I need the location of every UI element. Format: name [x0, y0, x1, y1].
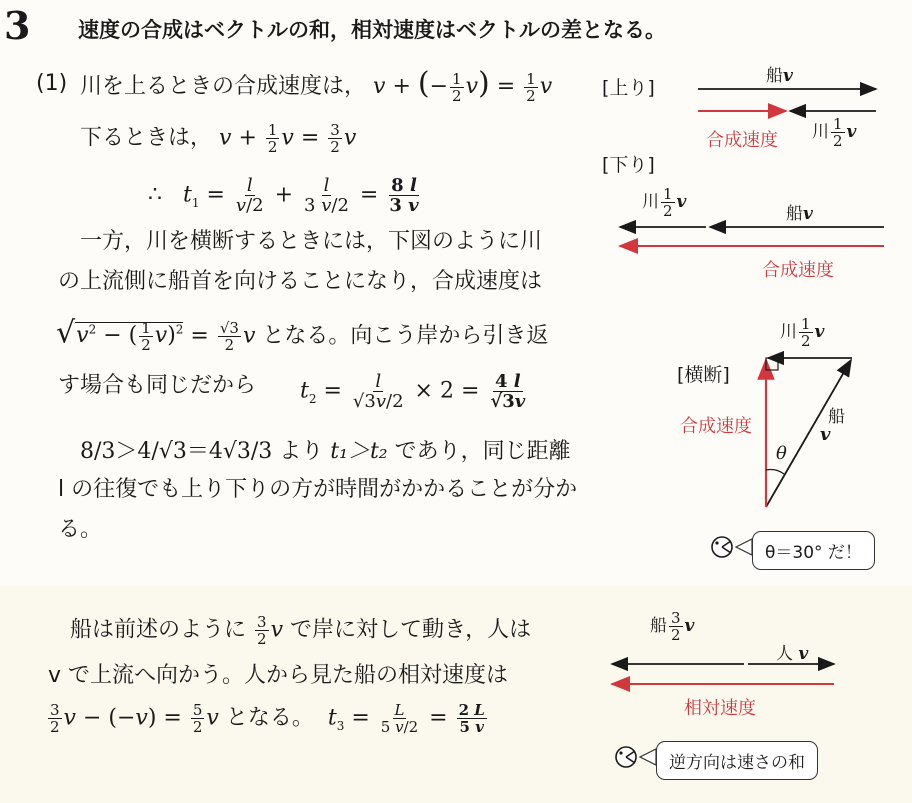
note-theta-text: θ＝30° だ！: [765, 543, 862, 563]
t1-formula: ∴ $t_1$ = $\frac{l}{v/2}$ + $\frac{l}{3 v/2}$ = $\frac{8 l}{3 v}$: [148, 175, 419, 216]
label-up: [上り]: [602, 77, 655, 99]
bubble-tail-2: [640, 749, 656, 765]
label-down: [下り]: [602, 154, 655, 176]
part2-line2: v で上流へ向かう。人から見た船の相対速度は: [48, 663, 509, 688]
bottom-boat-word: 船: [650, 616, 667, 636]
right-angle-mark: [766, 358, 778, 370]
part2-line1-a: 船は前述のように: [70, 617, 247, 643]
part2-line3: $\frac{3}{2}$ v − (−v) = $\frac{5}{2}$ v となる。 $t_3$ = $\frac{L}{5 v/2}$ = $\frac{2 L}{5 v}$: [50, 701, 485, 736]
line-down-velocity: 下るときは， v + $\frac{1}{2}$ v = $\frac{3}{2}$ v: [80, 121, 357, 156]
cross-boat-word: 船: [828, 407, 845, 427]
cross-river-label: 川 $\frac{1}{2}$ v: [780, 315, 825, 350]
line-cross-4: す場合も同じだから: [58, 373, 257, 398]
down-river-label: 川 $\frac{1}{2}$ v: [642, 185, 687, 220]
up-boat-word: 船: [766, 66, 783, 86]
cross-boat-arrow: [766, 360, 851, 507]
up-river-label: 川 $\frac{1}{2}$ v: [812, 115, 857, 150]
down-boat-label: [786, 200, 813, 228]
line-cross-3: $√v^2$ − ( $\frac{1}{2}$ v)$^2$ = $\frac{√3}{2}$ v となる。向こう岸から引き返: [56, 315, 549, 354]
line-conclusion: l の往復でも上り下りの方が時間がかかることが分か: [58, 477, 578, 502]
down-river-word: 川: [642, 192, 659, 212]
part2-line1: 船は前述のように $\frac{3}{2}$ v で岸に対して動き，人は: [70, 613, 532, 648]
down-boat-v: v: [803, 204, 813, 224]
t2-formula: $t_2$ = $\frac{l}{√3v/2}$ × 2 = $\frac{4 l}{√3v}$: [300, 371, 526, 412]
note-bubble-sum: [656, 741, 818, 780]
part2-line1-b: で岸に対して動き，人は: [290, 617, 532, 643]
cross-combined-label: 合成速度: [680, 416, 752, 437]
note-bubble-theta: [752, 531, 875, 570]
character-icon: [712, 537, 732, 557]
compare-inequality: t₁＞t₂: [330, 439, 388, 464]
compare-word: より: [279, 439, 324, 464]
line-up-velocity: 川を上るときの合成速度は， v + (− $\frac{1}{2}$ v) = $\frac{1}{2}$ v: [80, 66, 553, 105]
up-boat-label: [766, 62, 793, 90]
theta-arc: [766, 470, 784, 475]
bottom-person-label: [776, 640, 808, 668]
bubble-tail: [736, 539, 752, 555]
theta-label: θ: [776, 443, 787, 464]
down-combined-label: 合成速度: [762, 260, 834, 281]
line-conclusion-end: る。: [58, 517, 103, 542]
bottom-relative-label: 相対速度: [684, 698, 756, 719]
down-boat-word: 船: [786, 204, 803, 224]
up-combined-label: 合成速度: [706, 130, 778, 151]
heading: 速度の合成はベクトルの和，相対速度はベクトルの差となる。: [78, 18, 666, 42]
line-cross-2: の上流側に船首を向けることになり，合成速度は: [58, 269, 543, 294]
line-cross-1: 一方，川を横断するときには，下図のように川: [80, 229, 543, 254]
part-label: (1): [36, 71, 68, 96]
note-sum-text: 逆方向は速さの和: [669, 753, 805, 773]
part2-line3-b: となる。: [225, 705, 314, 731]
bottom-boat-label: 船 $\frac{3}{2}$ v: [650, 609, 695, 644]
therefore-sign: ∴: [148, 182, 162, 208]
problem-number: 3: [4, 3, 31, 48]
line-cross-3-suffix: となる。向こう岸から引き返: [262, 323, 549, 349]
cross-river-word: 川: [780, 322, 797, 342]
bottom-person-word: 人: [776, 644, 793, 664]
up-boat-v: v: [783, 66, 793, 86]
up-river-word: 川: [812, 122, 829, 142]
line-down-prefix: 下るときは，: [80, 125, 213, 151]
line-up-prefix: 川を上るときの合成速度は，: [80, 74, 367, 99]
compare-value: 8/3＞4/√3＝4√3/3: [80, 439, 273, 464]
bottom-person-v: v: [798, 644, 809, 664]
character-icon-2: [616, 747, 636, 767]
label-cross: [横断]: [677, 364, 730, 386]
cross-boat-v: v: [820, 424, 831, 445]
compare-suffix: であり，同じ距離: [394, 439, 571, 464]
